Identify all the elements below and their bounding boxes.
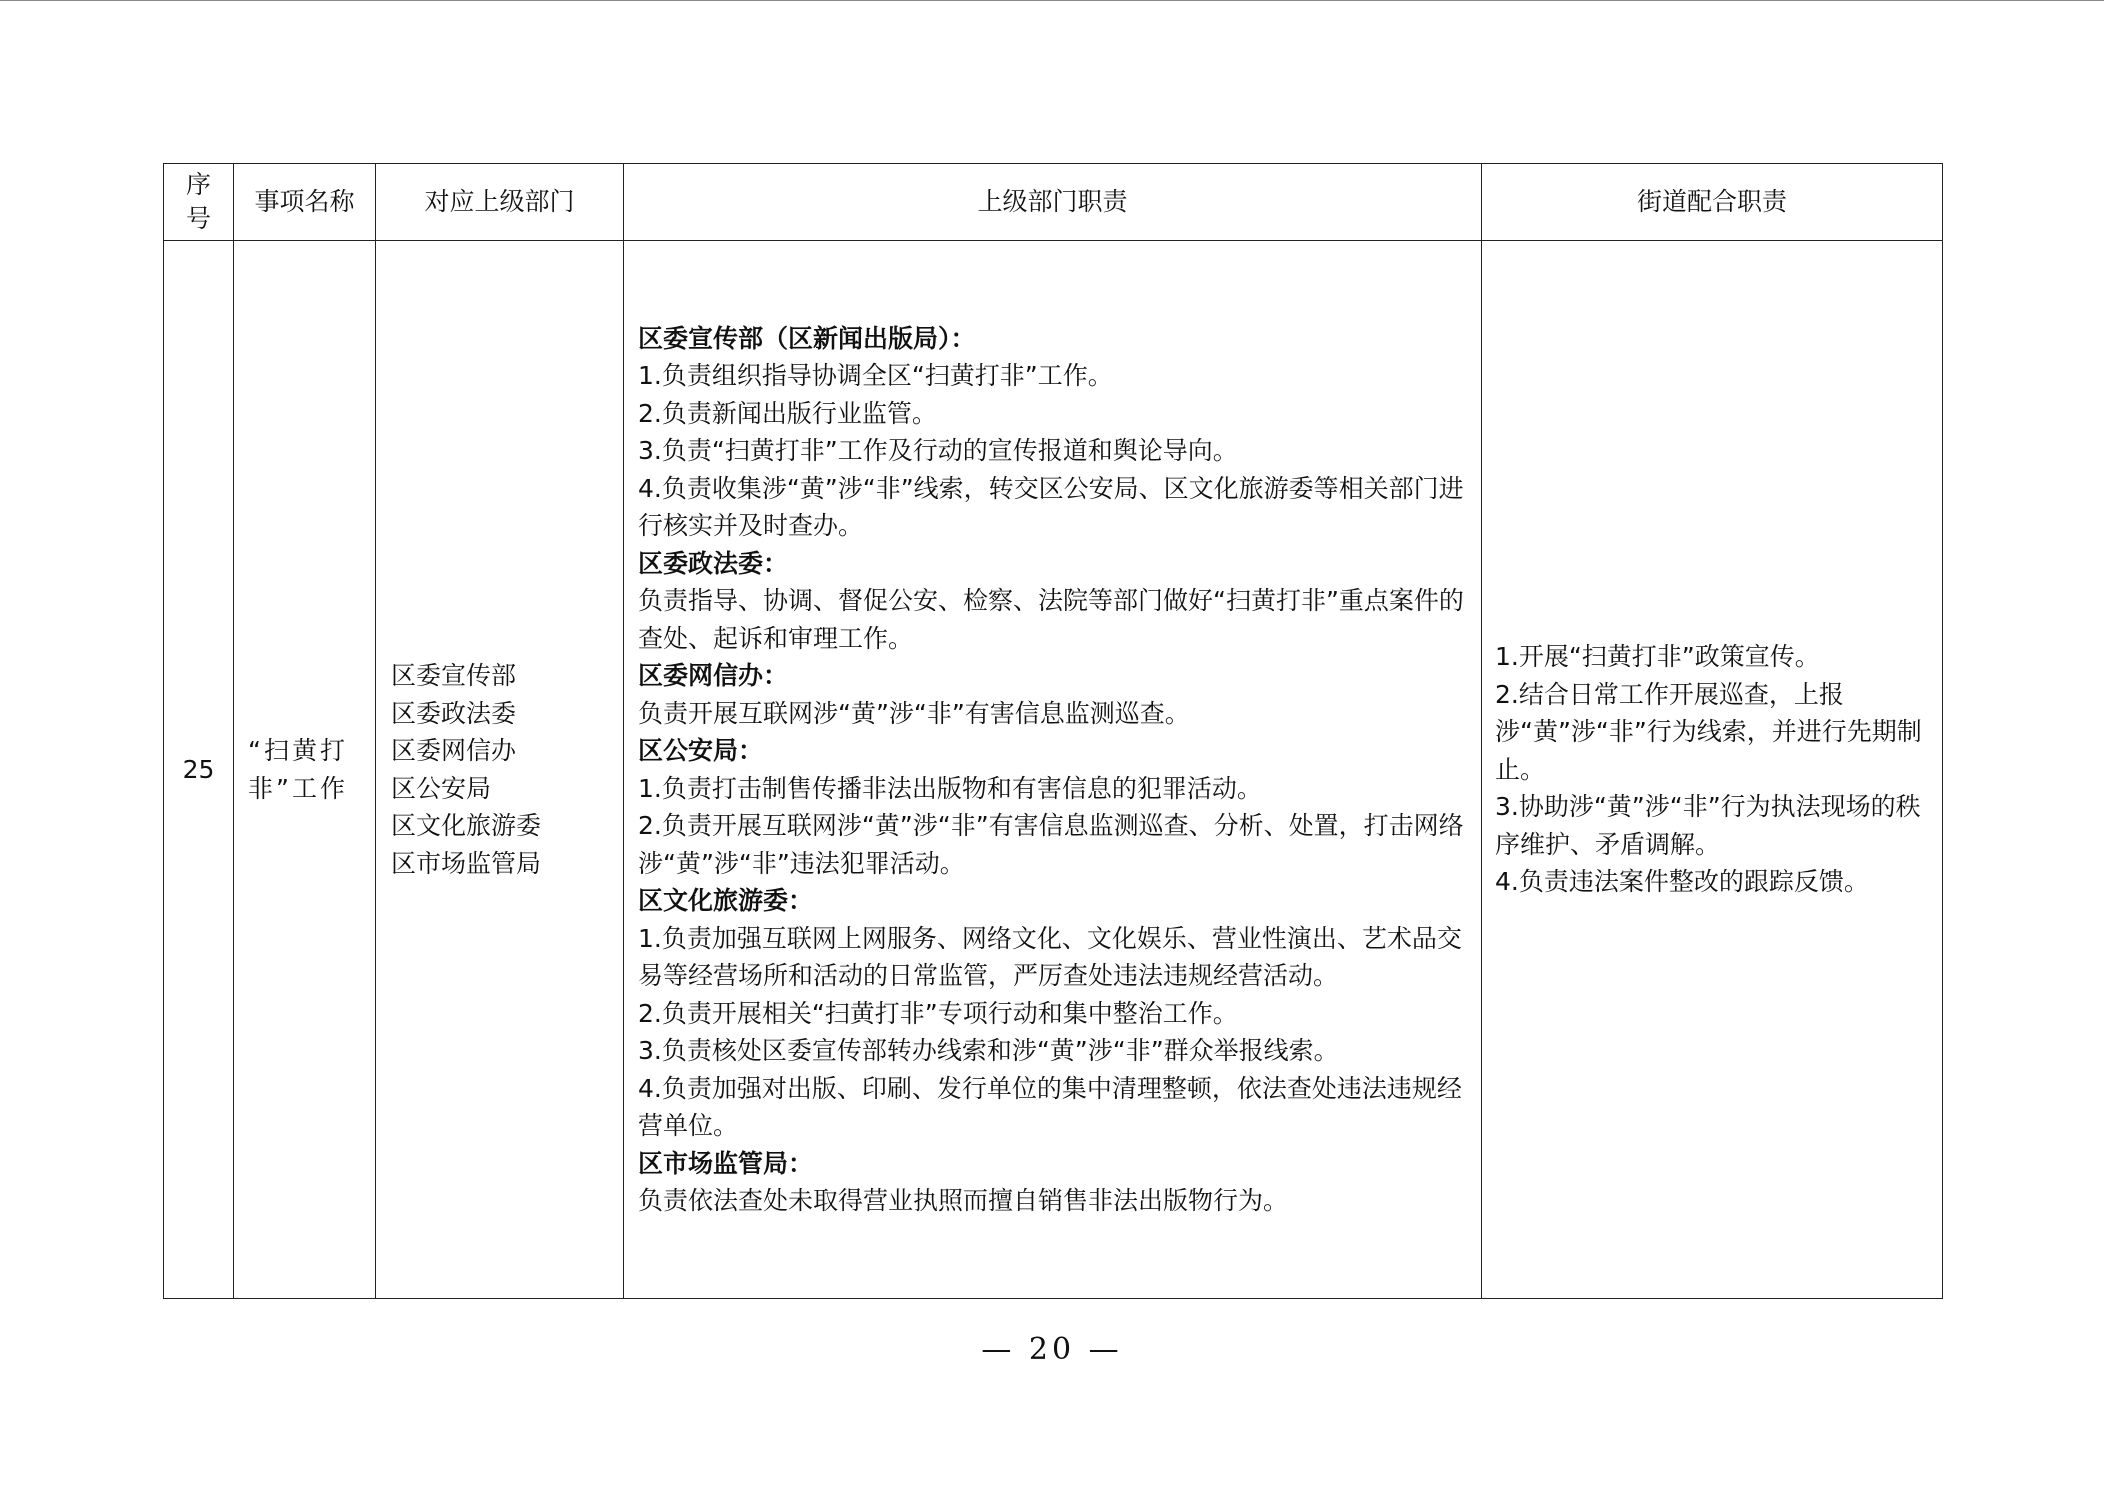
cell-street-duties <box>1482 241 1943 1299</box>
item-name-text: “扫黄打非”工作 <box>248 736 348 803</box>
duty-section-heading: 区市场监管局： <box>638 1148 814 1178</box>
street-duty-item: 1.开展“扫黄打非”政策宣传。 <box>1495 642 1820 672</box>
duty-section-heading: 区公安局： <box>638 736 764 765</box>
street-duty-item: 4.负责违法案件整改的跟踪反馈。 <box>1495 867 1869 897</box>
duty-item: 2.负责开展互联网涉“黄”涉“非”有害信息监测巡查、分析、处置，打击网络涉“黄”涉“非”违法犯罪活动。 <box>638 811 1464 878</box>
department-item: 区委政法委 <box>391 698 517 728</box>
cell-superior-duties <box>624 241 1482 1299</box>
duty-section-heading: 区文化旅游委： <box>638 886 814 915</box>
street-duty-item: 2.结合日常工作开展巡查，上报涉“黄”涉“非”行为线索，并进行先期制止。 <box>1495 679 1922 784</box>
header-department: 对应上级部门 <box>376 164 624 241</box>
header-serial-no <box>164 164 234 241</box>
duty-item: 1.负责加强互联网上网服务、网络文化、文化娱乐、营业性演出、艺术品交易等经营场所和活动的日常监管，严厉查处违法违规经营活动。 <box>638 923 1462 990</box>
duty-item: 4.负责加强对出版、印刷、发行单位的集中清理整顿，依法查处违法违规经营单位。 <box>638 1073 1462 1140</box>
cell-item-name <box>234 241 376 1299</box>
duty-item: 负责指导、协调、督促公安、检察、法院等部门做好“扫黄打非”重点案件的查处、起诉和审理工作。 <box>638 586 1464 653</box>
department-item: 区委网信办 <box>391 736 517 765</box>
duty-item: 负责依法查处未取得营业执照而擅自销售非法出版物行为。 <box>638 1186 1289 1215</box>
duty-section-heading: 区委政法委： <box>638 548 789 578</box>
duty-table <box>163 163 1943 1299</box>
table-header-row <box>164 164 1943 241</box>
header-superior-duty: 上级部门职责 <box>624 164 1482 241</box>
duty-item: 负责开展互联网涉“黄”涉“非”有害信息监测巡查。 <box>638 698 1190 728</box>
header-street-duty: 街道配合职责 <box>1482 164 1943 241</box>
duty-item: 1.负责组织指导协调全区“扫黄打非”工作。 <box>638 361 1113 390</box>
page-number: — 20 — <box>981 1332 1123 1367</box>
duty-item: 1.负责打击制售传播非法出版物和有害信息的犯罪活动。 <box>638 773 1262 803</box>
cell-serial-no: 25 <box>164 241 234 1299</box>
page-top-border <box>0 0 2104 1</box>
duty-item: 3.负责“扫黄打非”工作及行动的宣传报道和舆论导向。 <box>638 436 1238 465</box>
department-item: 区文化旅游委 <box>391 811 542 840</box>
street-duty-item: 3.协助涉“黄”涉“非”行为执法现场的秩序维护、矛盾调解。 <box>1495 792 1921 859</box>
department-item: 区市场监管局 <box>391 848 542 878</box>
duty-item: 2.负责开展相关“扫黄打非”专项行动和集中整治工作。 <box>638 998 1238 1028</box>
duty-item: 2.负责新闻出版行业监管。 <box>638 398 937 428</box>
duty-item: 3.负责核处区委宣传部转办线索和涉“黄”涉“非”群众举报线索。 <box>638 1036 1339 1065</box>
header-item-name: 事项名称 <box>234 164 376 241</box>
department-item: 区公安局 <box>391 773 492 803</box>
duty-section-heading: 区委网信办： <box>638 661 789 690</box>
header-serial-no-label: 序号 <box>185 170 211 233</box>
department-item: 区委宣传部 <box>391 661 517 690</box>
cell-departments <box>376 241 624 1299</box>
table-row <box>164 241 1943 1299</box>
duty-item: 4.负责收集涉“黄”涉“非”线索，转交区公安局、区文化旅游委等相关部门进行核实并及时查办。 <box>638 473 1464 540</box>
duty-section-heading: 区委宣传部（区新闻出版局）： <box>638 323 976 353</box>
